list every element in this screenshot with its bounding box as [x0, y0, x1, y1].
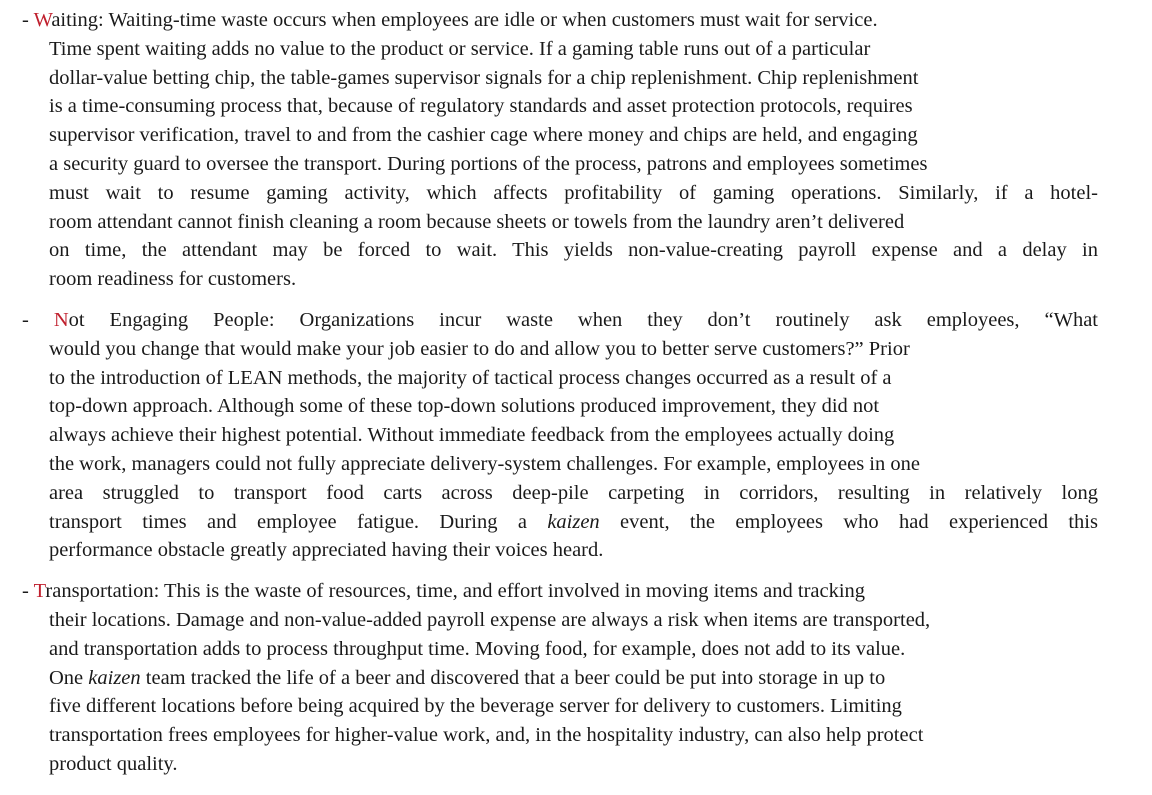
text-line — [0, 664, 1152, 693]
text-line: product quality. — [49, 752, 178, 775]
text-line: always achieve their highest potential. Without immediate feedback from the employees actually doing — [49, 424, 895, 447]
line-text: ot Engaging People: Organizations incur waste when they don’t routinely ask employees, “What — [68, 308, 1098, 331]
text-line: performance obstacle greatly appreciated having their voices heard. — [49, 539, 604, 562]
text-line: is a time-consuming process that, because of regulatory standards and asset protection protocols, requires — [49, 95, 913, 118]
text-line: dollar-value betting chip, the table-games supervisor signals for a chip replenishment. Chip replenishment — [49, 66, 919, 89]
text-line: five different locations before being acquired by the beverage server for delivery to customers. Limiting — [49, 695, 902, 718]
lead-letter: W — [33, 9, 52, 31]
text-line — [0, 508, 1098, 537]
text-line: would you change that would make your job easier to do and allow you to better serve customers?” Prior — [49, 337, 910, 360]
text-line: room attendant cannot finish cleaning a room because sheets or towels from the laundry aren’t delivered — [49, 210, 905, 233]
lead-letter: T — [33, 580, 46, 603]
paragraph-first-line — [0, 577, 1152, 606]
paragraph-first-line — [0, 6, 1152, 35]
line-text: aiting: Waiting-time waste occurs when employees are idle or when customers must wait for service. — [51, 9, 878, 31]
line-text: event, the employees who had experienced this — [599, 510, 1098, 533]
bullet-dash: - — [22, 9, 34, 31]
text-line: supervisor verification, travel to and from the cashier cage where money and chips are held, and engaging — [49, 124, 918, 147]
text-line: Time spent waiting adds no value to the product or service. If a gaming table runs out of a particular — [49, 37, 871, 60]
text-line: transportation frees employees for higher-value work, and, in the hospitality industry, can also help protect — [49, 724, 924, 747]
text-line: room readiness for customers. — [49, 268, 297, 291]
bullet-dash: - — [22, 580, 34, 603]
line-text: transport times and employee fatigue. During a — [49, 510, 548, 533]
text-line: area struggled to transport food carts across deep-pile carpeting in corridors, resulting in relatively long — [49, 481, 1098, 504]
bullet-dash: - — [22, 308, 54, 331]
lead-letter: N — [53, 308, 69, 331]
italic-term: kaizen — [88, 666, 141, 689]
text-line: must wait to resume gaming activity, which affects profitability of gaming operations. Similarly, if a hotel- — [49, 181, 1098, 204]
paragraph-waiting — [0, 6, 1152, 294]
line-text: ransportation: This is the waste of resources, time, and effort involved in moving items and tracking — [45, 580, 866, 603]
text-line: to the introduction of LEAN methods, the majority of tactical process changes occurred as a result of a — [49, 366, 892, 389]
italic-term: kaizen — [547, 510, 600, 533]
text-line: on time, the attendant may be forced to wait. This yields non-value-creating payroll expense and a delay in — [49, 239, 1098, 262]
paragraph-transportation — [0, 577, 1152, 779]
text-line: and transportation adds to process throughput time. Moving food, for example, does not add to its value. — [49, 637, 906, 660]
text-line: a security guard to oversee the transport. During portions of the process, patrons and employees sometimes — [49, 152, 928, 175]
paragraph-not-engaging-people — [0, 306, 1152, 565]
line-text: team tracked the life of a beer and discovered that a beer could be put into storage in up to — [140, 666, 886, 689]
line-text: One — [49, 666, 89, 689]
text-line: the work, managers could not fully appreciate delivery-system challenges. For example, employees in one — [49, 452, 920, 475]
text-line: their locations. Damage and non-value-added payroll expense are always a risk when items are transported, — [49, 608, 931, 631]
text-line: top-down approach. Although some of these top-down solutions produced improvement, they did not — [49, 395, 880, 418]
paragraph-first-line — [0, 306, 1098, 335]
document-body — [0, 6, 1152, 791]
